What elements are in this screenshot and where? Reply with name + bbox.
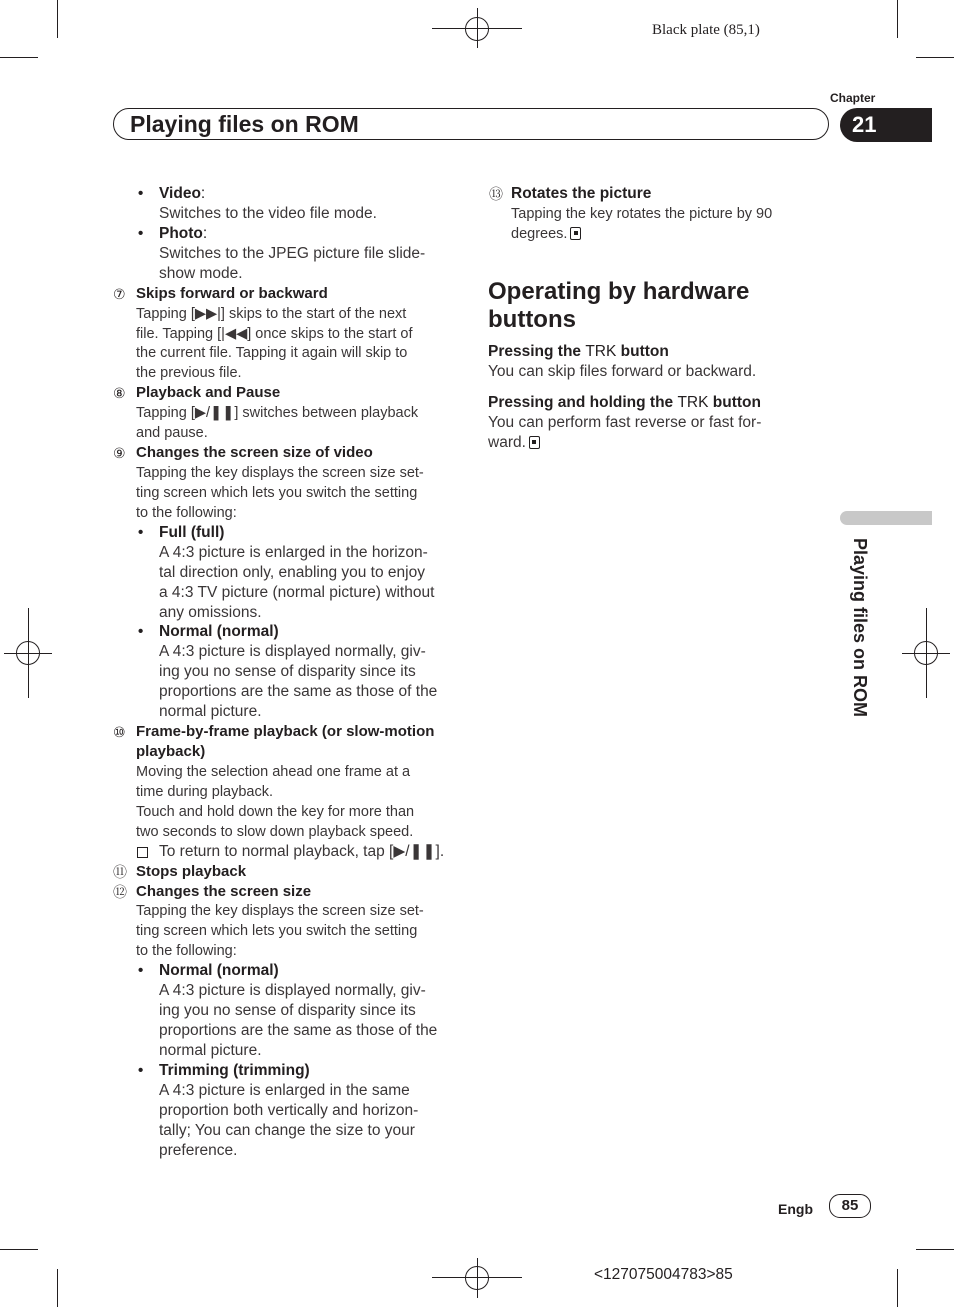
end-mark-icon [529,436,540,449]
bullet-icon: • [138,185,144,202]
registration-mark [465,1266,489,1290]
body-line: ting screen which lets you switch the setting [136,484,418,501]
section-title: buttons [488,306,576,333]
crop-mark [897,1269,898,1307]
body-line: a 4:3 TV picture (normal picture) without [159,583,435,601]
note-line: To return to normal playback, tap [▶/❚❚]. [159,842,445,860]
item-number: ⑩ [113,724,126,741]
registration-mark [16,641,40,665]
body-line: and pause. [136,425,208,442]
body-line: the previous file. [136,365,242,382]
body-line: A 4:3 picture is displayed normally, giv- [159,643,426,661]
body-line: Tapping the key rotates the picture by 90 [511,206,773,222]
body-line: tal direction only, enabling you to enjoy [159,563,425,581]
body-line: Tapping [▶▶|] skips to the start of the next [136,305,407,322]
item-title: Skips forward or backward [136,284,328,302]
bullet-icon: • [138,224,144,242]
bullet-title: Normal (normal) [159,962,279,980]
side-tab [840,511,932,525]
body-line: show mode. [159,264,243,282]
end-mark-icon [570,227,581,240]
bullet-icon: • [138,523,144,541]
body-line: proportions are the same as those of the [159,683,438,701]
item-title: playback) [136,743,206,761]
body-line: A 4:3 picture is enlarged in the same [159,1081,410,1099]
body-line: Tapping [▶/❚❚] switches between playback [136,405,419,422]
body-line: tally; You can change the size to your [159,1121,415,1139]
bullet-icon: • [138,962,144,980]
item-number: ⑧ [113,385,126,402]
subsection-title: Pressing and holding the TRK button [488,394,761,411]
body-line: any omissions. [159,603,262,621]
item-number: ⑪ [113,863,127,880]
body-line: ing you no sense of disparity since its [159,663,416,681]
body-line: Switches to the video file mode. [159,204,377,222]
body-line: normal picture. [159,703,262,721]
item-title: Stops playback [136,862,247,880]
body-line: Moving the selection ahead one frame at a [136,763,411,780]
body-line: ting screen which lets you switch the setting [136,923,418,940]
registration-mark [465,17,489,41]
crop-mark [916,57,954,58]
body-line: file. Tapping [|◀◀] once skips to the start of [136,325,413,342]
chapter-number: 21 [840,108,932,142]
registration-mark [914,641,938,665]
body-line: proportion both vertically and horizon- [159,1101,419,1119]
bullet-icon: • [138,1061,144,1079]
bullet-title: Normal (normal) [159,623,279,641]
crop-mark [57,0,58,38]
crop-mark [897,0,898,38]
section-title: Operating by hardware [488,278,750,305]
body-line: normal picture. [159,1041,262,1059]
body-line: A 4:3 picture is displayed normally, giv- [159,982,426,1000]
crop-mark [916,1249,954,1250]
body-line: You can perform fast reverse or fast for- [488,414,762,431]
crop-mark [0,1249,38,1250]
body-line: to the following: [136,504,237,521]
bullet-title: Photo: [159,224,208,242]
item-title: Rotates the picture [511,185,652,202]
bullet-title: Video: [159,185,206,202]
body-line: degrees. [511,224,581,244]
body-line: proportions are the same as those of the [159,1022,438,1040]
body-line: You can skip files forward or backward. [488,363,757,380]
body-line: Tapping the key displays the screen size set- [136,465,424,482]
item-title: Changes the screen size [136,882,312,900]
body-line: ing you no sense of disparity since its [159,1002,416,1020]
chapter-label: Chapter [830,91,876,105]
body-line: Switches to the JPEG picture file slide- [159,244,426,262]
page-title: Playing files on ROM [130,111,359,137]
crop-mark [0,57,38,58]
subsection-title: Pressing the TRK button [488,343,669,360]
plate-label: Black plate (85,1) [652,22,760,38]
item-title: Playback and Pause [136,384,281,402]
item-number: ⑨ [113,445,126,462]
body-line: time during playback. [136,783,274,800]
item-number: ⑦ [113,285,126,302]
crop-mark [57,1269,58,1307]
item-title: Frame-by-frame playback (or slow-motion [136,723,435,741]
body-line: A 4:3 picture is enlarged in the horizon- [159,543,428,561]
side-tab-label: Playing files on ROM [850,538,870,718]
body-line: two seconds to slow down playback speed. [136,823,414,840]
page-number: 85 [829,1194,871,1218]
body-line: to the following: [136,943,237,960]
body-line: preference. [159,1141,238,1159]
language-code: Engb [778,1201,813,1217]
item-number: ⑫ [113,883,127,900]
body-line: ward. [488,433,540,453]
bullet-icon: • [138,623,144,641]
body-line: Touch and hold down the key for more than [136,803,415,820]
body-line: the current file. Tapping it again will skip to [136,345,408,362]
item-number: ⑬ [489,186,503,202]
bullet-title: Full (full) [159,523,225,541]
item-title: Changes the screen size of video [136,444,373,462]
bullet-title: Trimming (trimming) [159,1061,310,1079]
note-checkbox-icon [137,847,148,858]
body-line: Tapping the key displays the screen size set- [136,903,424,920]
document-code: <127075004783>85 [594,1266,733,1283]
